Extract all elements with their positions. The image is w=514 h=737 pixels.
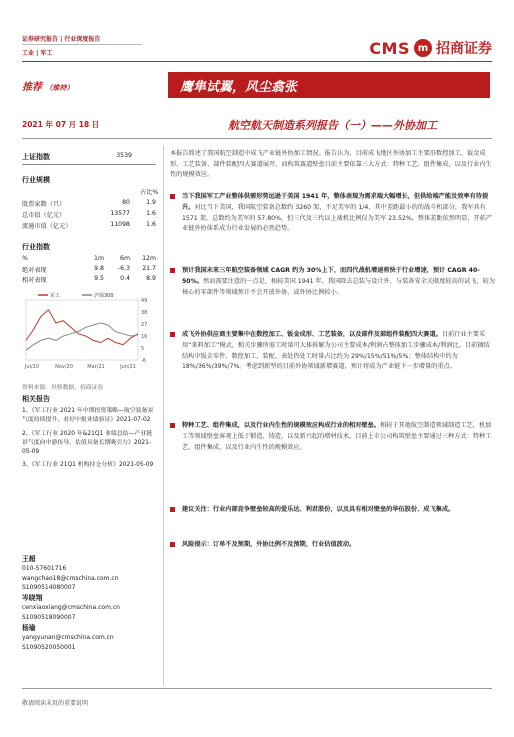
subtitle-rule — [22, 138, 492, 139]
related-report-link[interactable]: 3、《军工行业 21Q1 机构持仓分析》2021-05-09 — [22, 462, 154, 469]
perf-row: 绝对表现 9.8 -6.3 21.7 — [22, 265, 156, 274]
bullet-point: 成飞外协供应商主要集中在数控加工、钣金成形、工艺装备，以及部件及部组件装配四大赛道。目前行业主要采用“来料加工”模式，相关步骤所需工时量可大体拆解为公司主要成本/利润占整体加工步骤成本/利润比。目前钢结结构中钣金零件、数控加工、装配、表处热处工时量占比约为 29%/15%/51%/5%；整体结构中约为 18%/36%/39%/7%。考虑到新型的目前外协领域新增赛道，预计将成为产业链下一步增量的重点。 — [170, 330, 495, 373]
y-tick-label: 16 — [141, 334, 148, 340]
x-tick-label: Jun/21 — [120, 364, 136, 370]
scale-row: 股票家数（只） 80 1.9 — [22, 199, 156, 208]
sidebar-rule-1 — [22, 164, 156, 165]
analyst-name: 岑晓翔 — [22, 594, 43, 603]
bullet-point: 当下我国军工产业整体供需形势远逊于美国 1941 年，整体表现为需求端大幅增长，但供给端产能及效率有待提升。对比当下美国，我国航空装备总数约 3260 架，不足美军的 1/4，其中差距最小的的战斗机部分，我军共有 1571 架，总数约为美军的 57.80%，但三代及三代以上战机比例仅为美军 23.52%，整体差距依然明显，开拓产业链外协体系成为行业发展的必然趋势。 — [170, 192, 495, 235]
analyst-email[interactable]: cenxiaoxiang@cmschina.com.cn — [22, 604, 120, 612]
y-tick-label: 27 — [141, 322, 148, 328]
legend-label: 军工 — [50, 293, 61, 299]
x-tick-label: Nov/20 — [55, 364, 73, 370]
report-subtitle: 航空航天制造系列报告（一）——外协加工 — [228, 119, 437, 132]
scale-title: 行业规模 — [22, 176, 50, 184]
footer-note: 敬请阅读末页的重要说明 — [22, 700, 89, 707]
x-tick-label: Jul/20 — [24, 364, 40, 370]
related-report-link[interactable]: 2、《军工行业 2020 年&21Q1 业绩总结—产业链景气度向中游传导，估值具备长期吸引力》2021-05-09 — [22, 430, 153, 456]
bullet-marker — [170, 268, 175, 273]
perf-table — [22, 255, 158, 285]
analyst-cert: S1090520050001 — [22, 643, 76, 651]
bullet-point: 建议关注：行业内部竞争壁垒较高的爱乐达、利君股份，以及具有相对壁垒的华伍股份、成飞集成。 — [170, 505, 495, 516]
analyst-name: 杨瑜 — [22, 624, 36, 633]
perf-row: 相对表现 9.5 0.4 8.9 — [22, 275, 156, 284]
cms-logo-mark-icon: m — [414, 39, 432, 57]
y-tick-label: 5 — [141, 346, 145, 352]
header-tag-industry: 工业 | 军工 — [22, 50, 53, 57]
bullet-point: 特种工艺、组件集成，以及行业内生性的规模效应构成行业的相对壁垒。相较于其他航空制造领域制造工艺，机加工等领域壁垒客观上低于锻造、铸造，以及新兴起的增材技术，目前上市公司构筑壁垒主要通过三种方式：特种工艺、组件集成，以及行业内生性的规模效应。 — [170, 421, 495, 453]
scale-row: 总市值（亿元） 13577 1.6 — [22, 210, 156, 219]
series-line — [26, 323, 138, 350]
scale-row: 流通市值（亿元） 11098 1.6 — [22, 221, 156, 230]
related-report-link[interactable]: 1、《军工行业 2021 年中期投资策略—航空装备景气度持续提升，看好中报业绩验证》2021-07-02 — [22, 408, 154, 424]
x-tick-label: Mar/21 — [87, 364, 105, 370]
related-title: 相关报告 — [22, 395, 50, 403]
top-rule — [22, 61, 492, 62]
analyst-cert: S1090514080007 — [22, 583, 76, 591]
analyst-cert: S1090518090007 — [22, 613, 76, 621]
header-tag-report: 证券研究报告 | 行业深度报告 — [22, 36, 101, 43]
report-title: 鹰隼试翼，风尘翕张 — [168, 72, 490, 98]
related-list — [22, 407, 156, 471]
bullet-marker — [170, 542, 175, 547]
analyst-email[interactable]: wangchao18@cmschina.com.cn — [22, 574, 119, 582]
bullet-marker — [170, 332, 175, 337]
cms-logo: CMS m 招商证券 — [369, 38, 492, 58]
y-tick-label: 38 — [141, 310, 148, 316]
report-date: 2021 年 07 月 18 日 — [22, 120, 100, 129]
bullet-marker — [170, 423, 175, 428]
analyst-phone: 010-57601716 — [22, 565, 67, 573]
index-row: 上证指数 3539 — [22, 152, 132, 161]
y-tick-label: 49 — [141, 298, 148, 304]
perf-header-row: % 1m 6m 12m — [22, 255, 156, 262]
bullet-point: 预计我国未来三年航空装备领域 CAGR 约为 30%上下，而四代战机增速将快于行业增速，预计 CAGR 40-50%。然而需要注意的一点是，相较美国 1941 年，我国除去总装与设计外，与装备安全关联度较高的试飞、较为核心的零部件等领域预计不会开放外协、或外协比例较小。 — [170, 266, 495, 298]
legend-label: 沪深300 — [94, 293, 114, 299]
bullet-marker — [170, 194, 175, 199]
scale-header: 占比% — [140, 189, 159, 196]
rating: 推荐 （维持） — [22, 82, 74, 93]
chart-source: 资料来源：贝格数据、招商证券 — [22, 385, 104, 391]
analyst-name: 王超 — [22, 555, 36, 563]
analyst-block — [22, 555, 156, 652]
scale-table — [22, 199, 158, 232]
intro-paragraph: 本报告简述了我国航空制造中成飞产业链外协加工情况。报告认为，目前成飞地区外协加工主要沿数控加工、钣金成形、工艺装备、部件装配四大赛道展开，而构筑赛道壁垒目前主要依靠三大方式：特种工艺、组件集成，以及行业内生性的规模效应。 — [170, 150, 492, 178]
perf-title: 行业指数 — [22, 243, 50, 251]
column-divider — [163, 145, 164, 685]
y-tick-label: -6 — [141, 358, 146, 364]
footer-rule — [22, 688, 492, 689]
industry-index-chart — [22, 290, 162, 372]
sidebar — [22, 152, 152, 162]
bullet-point: 风险提示：订单不及预期，外协比例不及预期，行业估值波动。 — [170, 540, 495, 551]
bullet-marker — [170, 507, 175, 512]
analyst-email[interactable]: yangyunan@cmschina.com.cn — [22, 634, 114, 642]
header-divider — [22, 44, 142, 45]
